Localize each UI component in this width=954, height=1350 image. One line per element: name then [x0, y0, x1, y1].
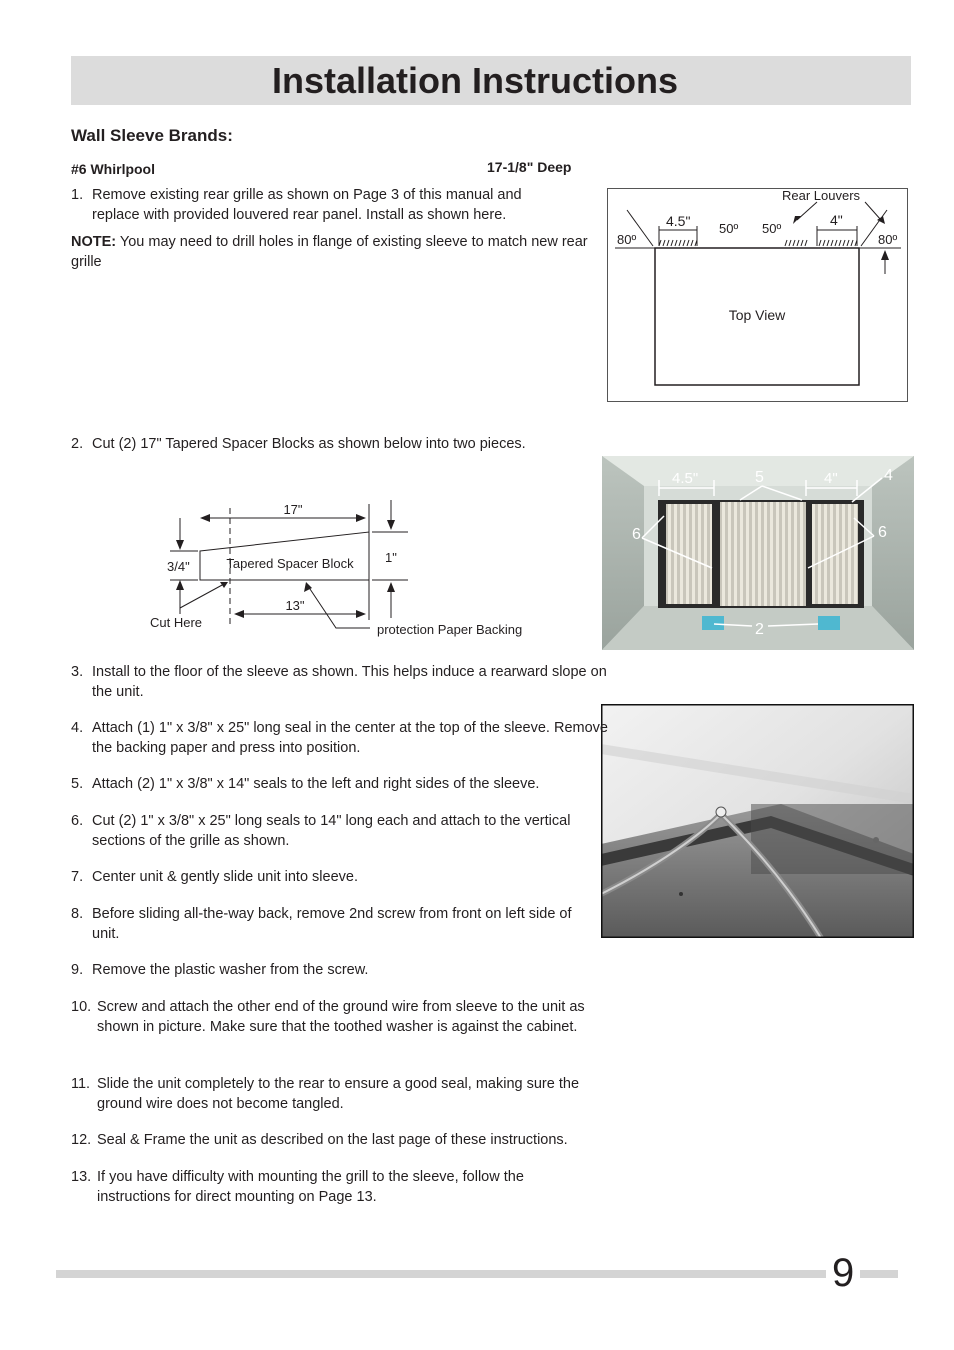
note-text: You may need to drill holes in flange of existing sleeve to match new rear grille	[71, 234, 588, 270]
step-number: 3.	[71, 664, 84, 680]
step-text: Seal & Frame the unit as described on the last page of these instructions.	[97, 1132, 568, 1148]
step-text: Slide the unit completely to the rear to ensure a good seal, making sure the ground wire does not become tangled.	[97, 1076, 580, 1112]
top-view-diagram	[607, 188, 908, 402]
callout-5: 5	[755, 469, 764, 486]
page-title: Installation Instructions	[271, 60, 679, 101]
screw-icon	[716, 807, 726, 817]
rivet-icon	[873, 837, 879, 843]
step-text: Screw and attach the other end of the ground wire from sleeve to the unit as shown in picture. Make sure that the toothed washer is against the cabinet.	[97, 999, 585, 1035]
arrow-up-icon	[387, 582, 395, 592]
note-label: NOTE:	[71, 234, 117, 250]
paper-backing-leader	[308, 586, 370, 628]
arrow-right-icon	[356, 514, 366, 522]
step-text: Remove the plastic washer from the screw.	[92, 962, 369, 978]
step-text: Attach (1) 1" x 3/8" x 25" long seal in the center at the top of the sleeve. Remove the backing paper and press into position.	[92, 720, 608, 756]
step-2	[71, 435, 631, 455]
brand-heading: #6 Whirlpool	[71, 161, 155, 177]
step-12	[71, 1131, 631, 1151]
footer-bar	[56, 1270, 898, 1278]
step-1	[71, 186, 571, 225]
step-text: Cut (2) 1" x 3/8" x 25" long seals to 14" long each and attach to the vertical sections of the grille as shown.	[92, 813, 571, 849]
photo-right-width: 4"	[824, 470, 838, 487]
step-number: 7.	[71, 869, 84, 885]
spacer-block-right	[818, 616, 840, 630]
step-number: 10.	[71, 999, 92, 1015]
callout-6-left: 6	[632, 526, 641, 543]
block-label: Tapered Spacer Block	[226, 556, 354, 571]
callout-6-right: 6	[878, 524, 887, 541]
angle-outer-right: 80º	[878, 232, 898, 247]
step-number: 1.	[71, 187, 84, 203]
step-number: 12.	[71, 1132, 92, 1148]
step-text: Install to the floor of the sleeve as shown. This helps induce a rearward slope on the unit.	[92, 664, 607, 700]
step-11	[71, 1075, 621, 1114]
rivet-icon	[679, 892, 683, 896]
step-number: 13.	[71, 1169, 92, 1185]
top-length-label: 17"	[283, 502, 303, 517]
left-height-label: 3/4"	[167, 559, 190, 574]
step-7	[71, 868, 591, 888]
left-width-label: 4.5"	[666, 213, 691, 229]
photo-left-width: 4.5"	[672, 470, 699, 487]
step-number: 6.	[71, 813, 84, 829]
step-number: 11.	[71, 1076, 91, 1092]
bottom-length-label: 13"	[285, 598, 305, 613]
step-number: 5.	[71, 776, 84, 792]
paper-backing-label: protection Paper Backing	[377, 622, 523, 637]
step-text: Center unit & gently slide unit into sleeve.	[92, 869, 358, 885]
callout-4: 4	[884, 467, 893, 484]
right-width-label: 4"	[830, 212, 843, 228]
step-13	[71, 1168, 591, 1207]
angle-inner-right: 50º	[762, 221, 782, 236]
grille-right	[812, 504, 858, 604]
step-number: 2.	[71, 436, 84, 452]
arrow-right-icon	[356, 610, 366, 618]
grille-left	[666, 504, 712, 604]
step-6	[71, 812, 591, 851]
step-3	[71, 663, 611, 702]
arrow-down-icon	[387, 520, 395, 530]
step-text: Attach (2) 1" x 3/8" x 14" seals to the left and right sides of the sleeve.	[92, 776, 540, 792]
right-height-label: 1"	[385, 550, 397, 565]
angle-inner-left: 50º	[719, 221, 739, 236]
step-text: Remove existing rear grille as shown on Page 3 of this manual and replace with provided louvered rear panel. Install as shown here.	[92, 187, 522, 223]
arrow-down-icon	[176, 540, 184, 550]
angle-outer-left: 80º	[617, 232, 637, 247]
arrow-left-icon	[200, 514, 210, 522]
depth-label: 17-1/8" Deep	[487, 159, 572, 175]
spacer-block-left	[702, 616, 724, 630]
top-view-label: Top View	[728, 307, 786, 323]
arrow-up-icon	[176, 580, 184, 590]
step-number: 8.	[71, 906, 84, 922]
step-5	[71, 775, 611, 795]
spacer-block-diagram	[140, 496, 560, 646]
step-9	[71, 961, 591, 981]
step-text: If you have difficulty with mounting the grill to the sleeve, follow the instructions for direct mounting on Page 13.	[97, 1169, 524, 1205]
page-number: 9	[826, 1250, 860, 1296]
step-10	[71, 998, 621, 1037]
step-text: Before sliding all-the-way back, remove 2nd screw from front on left side of unit.	[92, 906, 572, 942]
cut-here-label: Cut Here	[150, 615, 203, 630]
ground-wire-photo	[601, 704, 914, 938]
sleeve-interior-photo	[602, 456, 914, 650]
step-number: 4.	[71, 720, 84, 736]
grille-center	[720, 502, 806, 606]
section-heading: Wall Sleeve Brands:	[71, 126, 233, 145]
cut-here-leader	[180, 584, 224, 608]
step-text: Cut (2) 17" Tapered Spacer Blocks as shown below into two pieces.	[92, 436, 526, 452]
shadow-region	[751, 804, 914, 874]
step-number: 9.	[71, 962, 84, 978]
rear-louvers-label: Rear Louvers	[782, 188, 861, 203]
arrow-left-icon	[234, 610, 244, 618]
step-4	[71, 719, 611, 758]
step-8	[71, 905, 591, 944]
note	[71, 233, 591, 272]
callout-2: 2	[755, 621, 764, 638]
